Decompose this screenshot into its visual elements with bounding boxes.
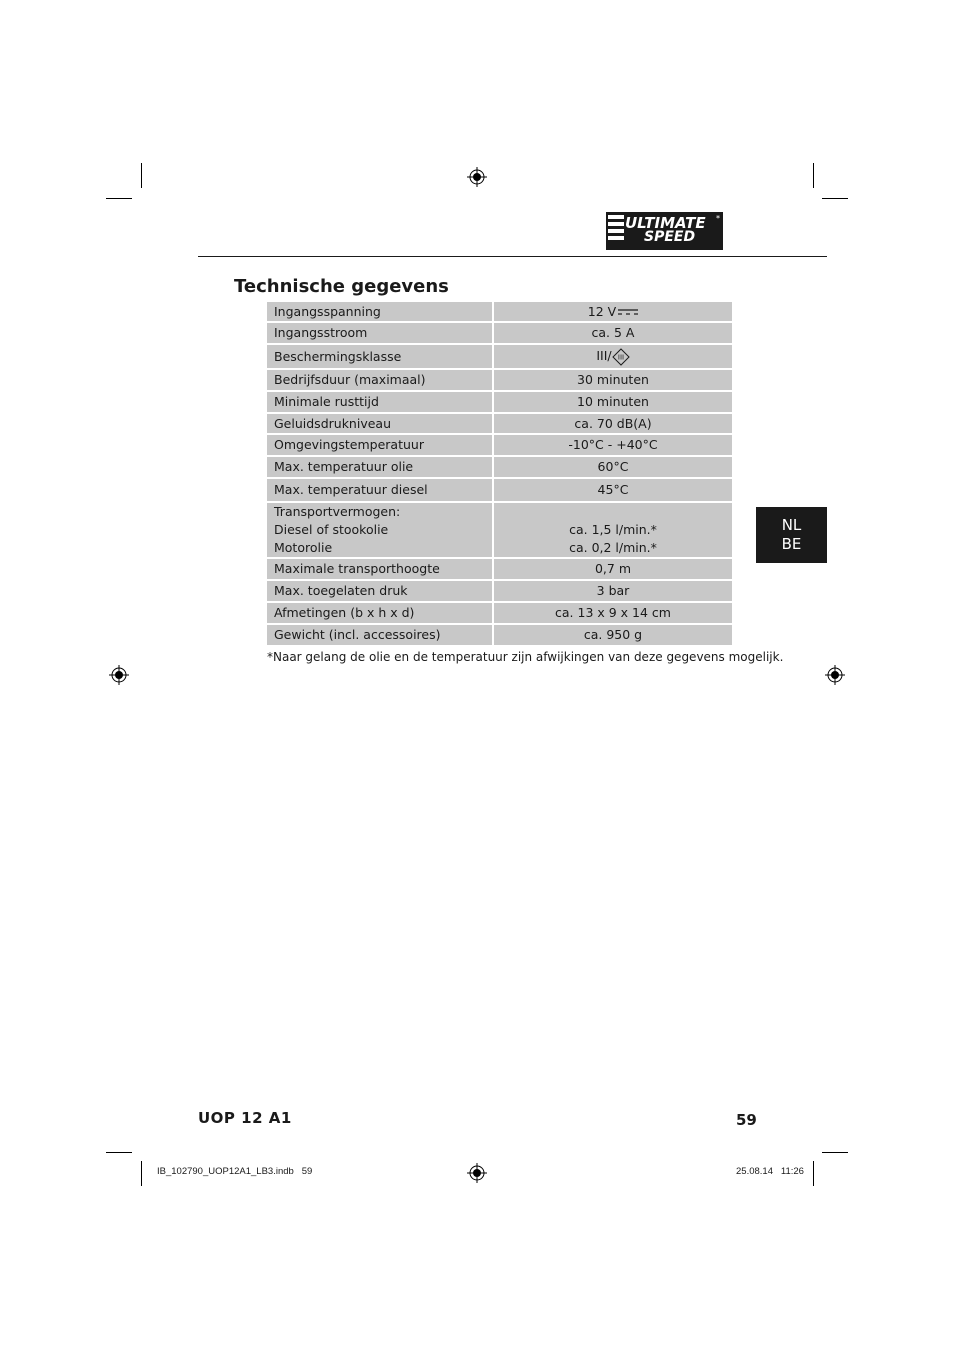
crop-mark — [813, 163, 814, 188]
spec-value: ca. 5 A — [494, 323, 732, 345]
language-code-be: BE — [781, 535, 802, 553]
print-date-time: 25.08.14 11:26 — [736, 1166, 804, 1177]
spec-label-line: Diesel of stookolie — [274, 522, 389, 537]
model-number: UOP 12 A1 — [198, 1109, 292, 1127]
spec-label: Beschermingsklasse — [267, 345, 494, 370]
spec-value: ca. 950 g — [494, 625, 732, 647]
spec-value: ca. 70 dB(A) — [494, 414, 732, 435]
spec-label-line: Transportvermogen: — [274, 504, 401, 519]
spec-label — [267, 503, 494, 559]
logo-word-ultimate: ULTIMATE — [625, 214, 706, 232]
spec-label: Max. temperatuur olie — [267, 457, 494, 479]
header-rule — [198, 256, 827, 257]
table-row — [267, 414, 732, 435]
spec-value: 60°C — [494, 457, 732, 479]
spec-value — [494, 302, 732, 323]
spec-value-line: ca. 0,2 l/min.* — [569, 540, 657, 555]
spec-value-line: ca. 1,5 l/min.* — [569, 522, 657, 537]
spec-value: 3 bar — [494, 581, 732, 603]
spec-label: Gewicht (incl. accessoires) — [267, 625, 494, 647]
spec-label: Geluidsdrukniveau — [267, 414, 494, 435]
crop-mark — [822, 1152, 848, 1153]
spec-value-text: III/ — [596, 348, 612, 364]
table-row — [267, 370, 732, 392]
table-row — [267, 323, 732, 345]
spec-label: Afmetingen (b x h x d) — [267, 603, 494, 625]
table-row — [267, 435, 732, 457]
crop-mark — [106, 198, 132, 199]
spec-label-line: Motorolie — [274, 540, 333, 555]
spec-value: 0,7 m — [494, 559, 732, 581]
spec-value-line — [494, 503, 732, 521]
crop-mark — [141, 163, 142, 188]
page-number: 59 — [736, 1111, 757, 1129]
footnote: *Naar gelang de olie en de temperatuur zijn afwijkingen van deze gegevens mogelijk. — [267, 650, 784, 664]
file-slug: IB_102790_UOP12A1_LB3.indb 59 — [157, 1166, 313, 1177]
table-row — [267, 345, 732, 370]
brand-logo — [606, 212, 723, 250]
language-tab — [756, 507, 827, 563]
logo-mark: * — [716, 214, 720, 223]
protection-class-iii-icon — [612, 348, 630, 366]
spec-value — [494, 345, 732, 370]
spec-label: Ingangsstroom — [267, 323, 494, 345]
spec-value — [494, 503, 732, 559]
spec-value: 10 minuten — [494, 392, 732, 414]
table-row — [267, 503, 732, 559]
crop-mark — [141, 1161, 142, 1186]
registration-mark-icon — [467, 167, 487, 187]
table-row — [267, 581, 732, 603]
spec-value: ca. 13 x 9 x 14 cm — [494, 603, 732, 625]
table-row — [267, 625, 732, 647]
table-row — [267, 302, 732, 323]
logo-stripes — [608, 215, 624, 247]
spec-label: Omgevingstemperatuur — [267, 435, 494, 457]
spec-value-text: 12 V — [587, 303, 617, 319]
spec-label: Ingangsspanning — [267, 302, 494, 323]
protection-class-symbol-text: III — [617, 353, 624, 362]
crop-mark — [813, 1161, 814, 1186]
logo-word-speed: SPEED — [644, 229, 696, 245]
registration-mark-icon — [109, 665, 129, 685]
table-row — [267, 559, 732, 581]
crop-mark — [822, 198, 848, 199]
spec-label: Max. toegelaten druk — [267, 581, 494, 603]
spec-value: -10°C - +40°C — [494, 435, 732, 457]
registration-mark-icon — [467, 1163, 487, 1183]
page-title: Technische gegevens — [234, 276, 449, 297]
table-row — [267, 479, 732, 503]
spec-label: Minimale rusttijd — [267, 392, 494, 414]
table-row — [267, 457, 732, 479]
registration-mark-icon — [825, 665, 845, 685]
dc-current-symbol-icon — [618, 308, 638, 316]
spec-value: 45°C — [494, 479, 732, 503]
spec-label: Max. temperatuur diesel — [267, 479, 494, 503]
table-row — [267, 392, 732, 414]
crop-mark — [106, 1152, 132, 1153]
spec-label: Bedrijfsduur (maximaal) — [267, 370, 494, 392]
spec-label: Maximale transporthoogte — [267, 559, 494, 581]
spec-value: 30 minuten — [494, 370, 732, 392]
spec-table — [267, 302, 732, 647]
language-code-nl: NL — [781, 516, 802, 534]
table-row — [267, 603, 732, 625]
